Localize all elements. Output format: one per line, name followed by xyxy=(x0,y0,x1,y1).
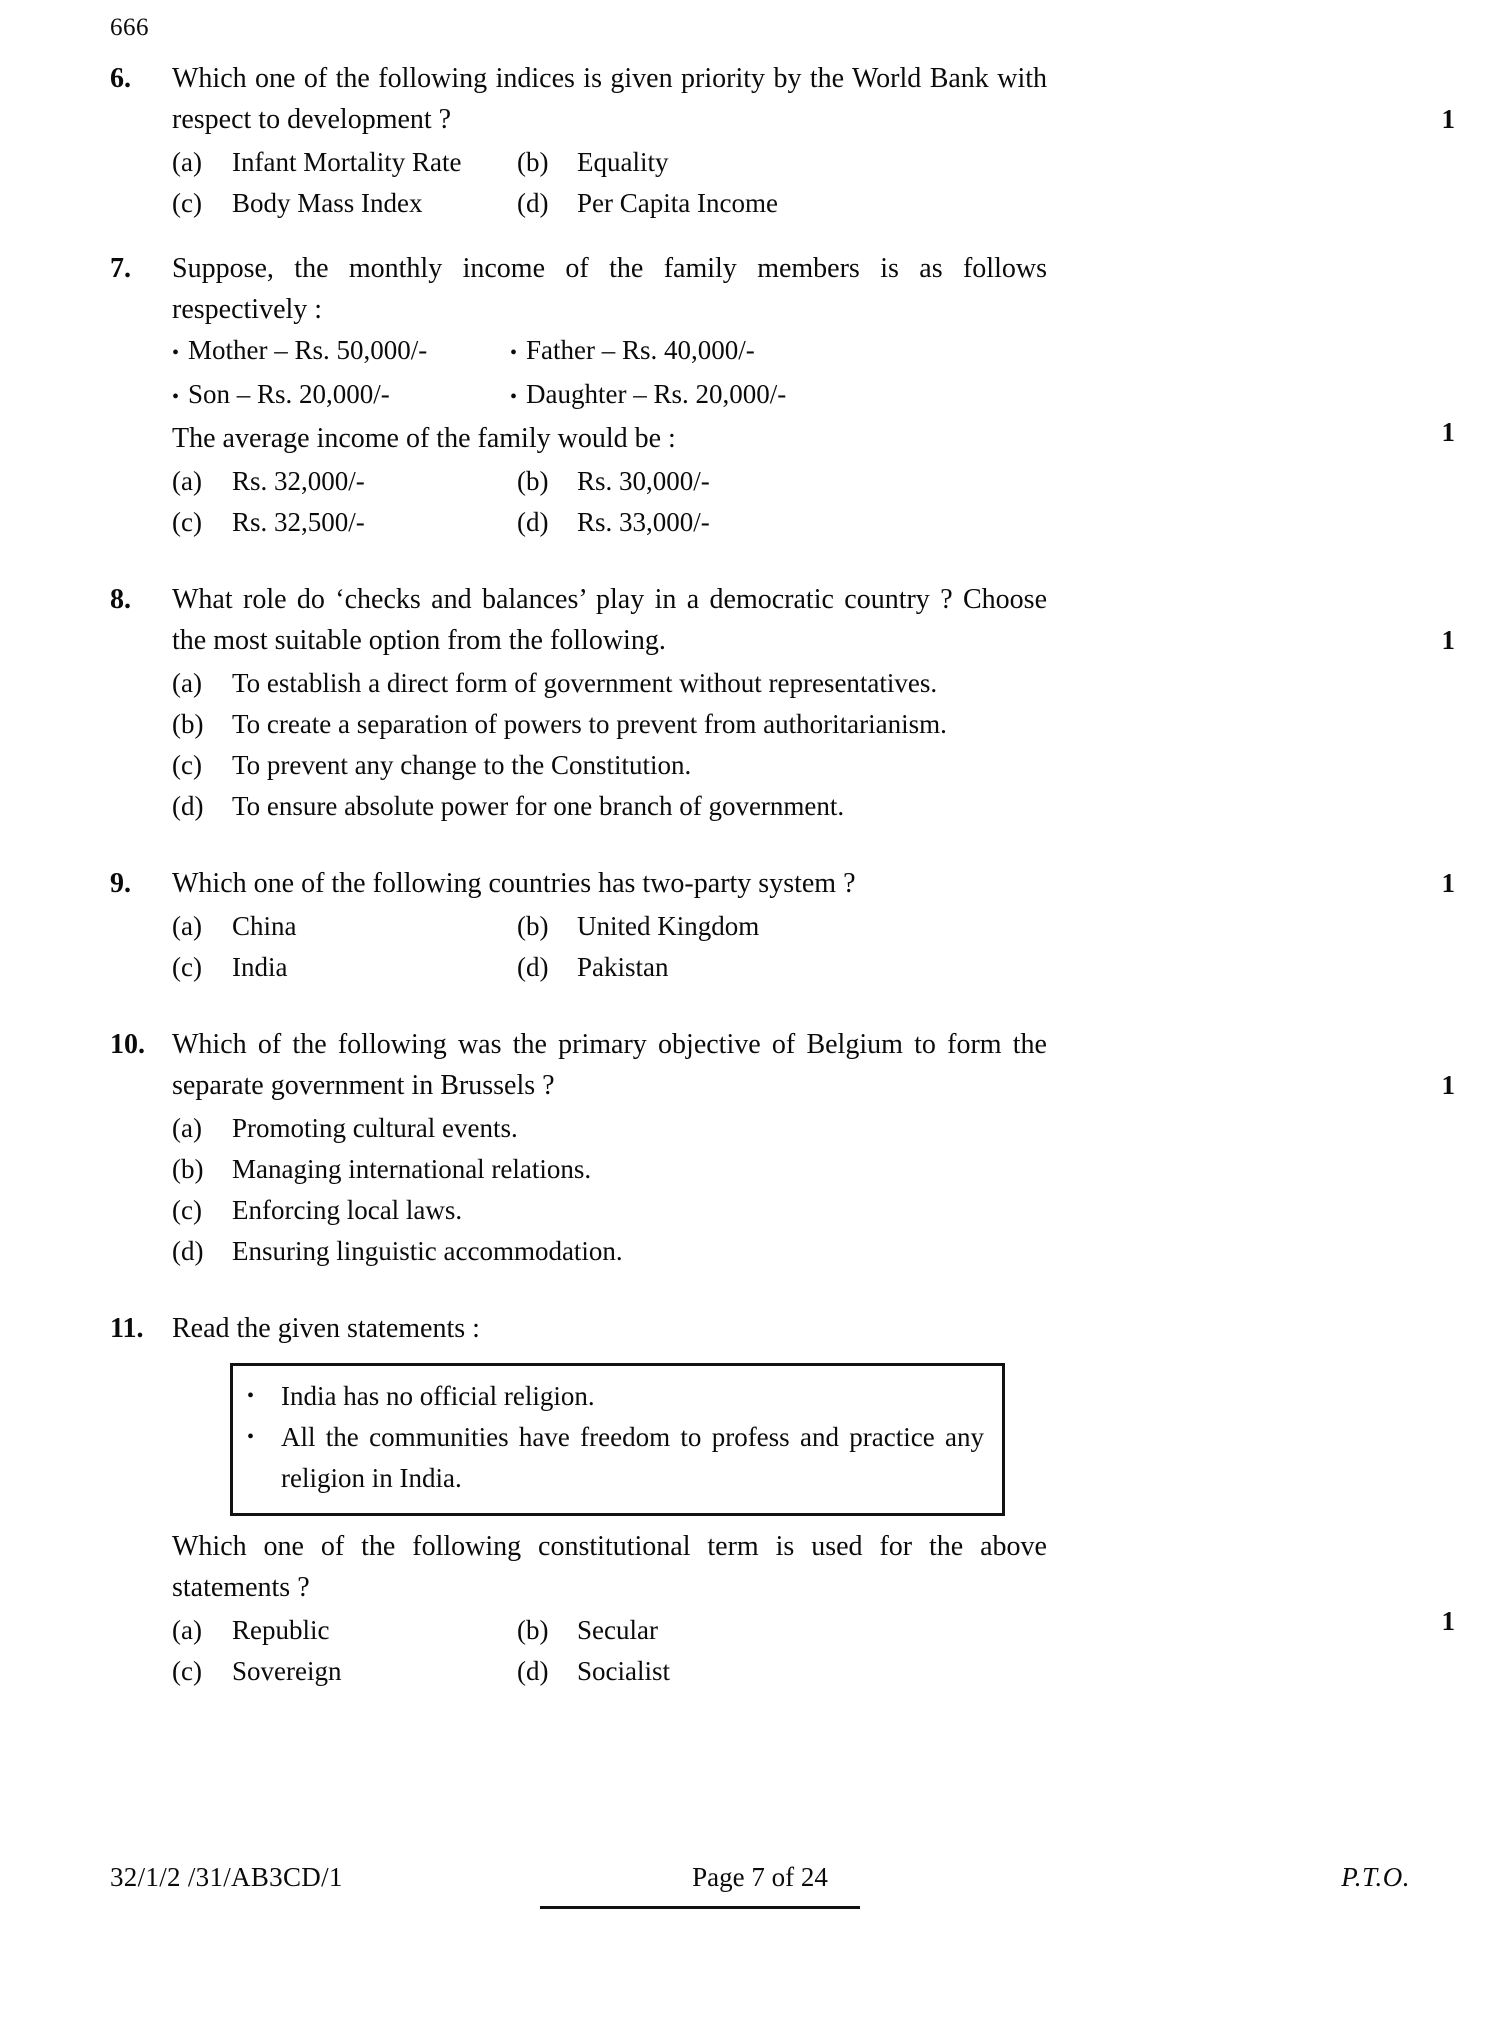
document-code: 666 xyxy=(110,14,149,41)
income-item-mother xyxy=(172,330,510,374)
question-stem: Read the given statements : xyxy=(172,1312,480,1344)
income-item-father xyxy=(510,330,755,374)
option-text: Republic xyxy=(232,1614,330,1645)
option-label: (d) xyxy=(517,1655,549,1686)
option-text: Equality xyxy=(577,146,669,177)
option-label: (c) xyxy=(172,1194,202,1225)
footer-divider xyxy=(540,1906,860,1909)
option-text: Socialist xyxy=(577,1655,670,1686)
option-text: Per Capita Income xyxy=(577,187,778,218)
spacer xyxy=(110,1278,1400,1308)
option-text: To establish a direct form of government without representatives. xyxy=(232,667,938,698)
question-stem: Which one of the following indices is given priority by the World Bank with respect to development ? xyxy=(172,62,1047,135)
spacer xyxy=(110,994,1400,1024)
option-d[interactable] xyxy=(517,947,669,988)
bullet-icon: • xyxy=(510,385,518,408)
option-b[interactable] xyxy=(172,1149,1400,1190)
option-label: (b) xyxy=(517,1614,549,1645)
question-stem: Which one of the following countries has two-party system ? xyxy=(172,867,856,899)
option-text: Managing international relations. xyxy=(232,1153,592,1184)
statements-box xyxy=(230,1363,1005,1516)
income-row xyxy=(172,330,1400,374)
option-text: Body Mass Index xyxy=(232,187,423,218)
option-label: (d) xyxy=(172,1235,204,1266)
question-stem: What role do ‘checks and balances’ play in a democratic country ? Choose the most suitable option from the following. xyxy=(172,583,1047,656)
option-label: (d) xyxy=(172,790,204,821)
option-d[interactable] xyxy=(517,183,778,224)
option-row xyxy=(172,906,1400,947)
footer-page-number: Page 7 of 24 xyxy=(692,1862,828,1892)
option-c[interactable] xyxy=(172,502,517,543)
option-label: (a) xyxy=(172,465,202,496)
bullet-icon: • xyxy=(172,385,180,408)
option-text: India xyxy=(232,951,288,982)
option-row xyxy=(172,461,1400,502)
option-label: (a) xyxy=(172,910,202,941)
option-d[interactable] xyxy=(172,1231,1400,1272)
option-text: Rs. 30,000/- xyxy=(577,465,710,496)
option-row xyxy=(172,142,1400,183)
options-list xyxy=(172,906,1400,988)
option-a[interactable] xyxy=(172,461,517,502)
question-6 xyxy=(110,58,1455,224)
marks-value: 1 xyxy=(1441,1605,1455,1636)
option-label: (b) xyxy=(172,708,204,739)
option-label: (b) xyxy=(517,910,549,941)
page-content xyxy=(110,14,1455,1698)
question-number: 8. xyxy=(110,583,131,615)
option-b[interactable] xyxy=(172,704,1400,745)
question-number: 11. xyxy=(110,1312,144,1344)
option-a[interactable] xyxy=(172,1610,517,1651)
question-11 xyxy=(110,1308,1455,1692)
option-text: Ensuring linguistic accommodation. xyxy=(232,1235,623,1266)
option-text: Promoting cultural events. xyxy=(232,1112,518,1143)
option-b[interactable] xyxy=(517,142,668,183)
option-label: (b) xyxy=(517,465,549,496)
option-a[interactable] xyxy=(172,906,517,947)
option-row xyxy=(172,1610,1400,1651)
option-label: (c) xyxy=(172,1655,202,1686)
option-b[interactable] xyxy=(517,1610,658,1651)
option-label: (c) xyxy=(172,951,202,982)
option-text: Rs. 32,000/- xyxy=(232,465,365,496)
question-number: 10. xyxy=(110,1028,145,1060)
option-c[interactable] xyxy=(172,947,517,988)
option-label: (c) xyxy=(172,506,202,537)
question-body xyxy=(172,1308,1455,1692)
question-7 xyxy=(110,248,1455,543)
option-label: (a) xyxy=(172,1112,202,1143)
marks-value: 1 xyxy=(1441,624,1455,655)
statement-text: All the communities have freedom to profess and practice any religion in India. xyxy=(281,1421,984,1493)
bullet-icon: • xyxy=(247,1384,255,1407)
question-9 xyxy=(110,863,1455,988)
statement-item xyxy=(247,1376,984,1417)
option-label: (d) xyxy=(517,951,549,982)
options-list xyxy=(172,1610,1400,1692)
option-label: (d) xyxy=(517,187,549,218)
income-item-daughter xyxy=(510,374,786,418)
question-8 xyxy=(110,579,1455,827)
income-text: Daughter – Rs. 20,000/- xyxy=(526,378,787,409)
question-body xyxy=(172,1024,1455,1272)
option-label: (a) xyxy=(172,1614,202,1645)
options-list xyxy=(172,142,1400,224)
option-a[interactable] xyxy=(172,663,1400,704)
option-c[interactable] xyxy=(172,183,517,224)
question-number: 6. xyxy=(110,62,131,94)
page-footer xyxy=(110,1862,1410,1922)
question-number: 9. xyxy=(110,867,131,899)
question-10 xyxy=(110,1024,1455,1272)
income-item-son xyxy=(172,374,510,418)
option-text: Secular xyxy=(577,1614,658,1645)
option-d[interactable] xyxy=(517,502,710,543)
spacer xyxy=(110,833,1400,863)
option-row xyxy=(172,183,1400,224)
question-body xyxy=(172,579,1455,827)
option-text: To prevent any change to the Constitution. xyxy=(232,749,692,780)
option-d[interactable] xyxy=(172,786,1400,827)
option-c[interactable] xyxy=(172,745,1400,786)
question-number: 7. xyxy=(110,252,131,284)
bullet-icon: • xyxy=(247,1425,255,1448)
option-label: (b) xyxy=(517,146,549,177)
income-text: Mother – Rs. 50,000/- xyxy=(188,334,428,365)
question-sub-stem: The average income of the family would be : xyxy=(172,422,676,454)
option-text: Rs. 33,000/- xyxy=(577,506,710,537)
option-text: United Kingdom xyxy=(577,910,760,941)
question-sub-stem: Which one of the following constitutional term is used for the above statements ? xyxy=(172,1530,1047,1603)
option-c[interactable] xyxy=(172,1190,1400,1231)
options-list xyxy=(172,461,1400,543)
option-label: (c) xyxy=(172,187,202,218)
statement-text: India has no official religion. xyxy=(281,1380,595,1411)
options-list xyxy=(172,1108,1400,1272)
question-body xyxy=(172,248,1455,543)
options-list xyxy=(172,663,1400,827)
option-label: (d) xyxy=(517,506,549,537)
option-d[interactable] xyxy=(517,1651,670,1692)
option-text: Enforcing local laws. xyxy=(232,1194,463,1225)
bullet-icon: • xyxy=(510,341,518,364)
option-text: Sovereign xyxy=(232,1655,342,1686)
option-a[interactable] xyxy=(172,142,517,183)
option-c[interactable] xyxy=(172,1651,517,1692)
option-label: (c) xyxy=(172,749,202,780)
option-row xyxy=(172,1651,1400,1692)
option-label: (a) xyxy=(172,146,202,177)
bullet-icon: • xyxy=(172,341,180,364)
question-body xyxy=(172,58,1455,224)
statement-item xyxy=(247,1417,984,1499)
option-text: Infant Mortality Rate xyxy=(232,146,462,177)
spacer xyxy=(110,549,1400,579)
option-label: (b) xyxy=(172,1153,204,1184)
option-row xyxy=(172,502,1400,543)
footer-paper-code: 32/1/2 /31/AB3CD/1 xyxy=(110,1862,343,1892)
marks-value: 1 xyxy=(1441,1069,1455,1100)
option-text: To ensure absolute power for one branch of government. xyxy=(232,790,845,821)
option-text: Pakistan xyxy=(577,951,669,982)
question-body xyxy=(172,863,1455,988)
spacer xyxy=(110,230,1400,248)
marks-value: 1 xyxy=(1441,416,1455,447)
option-b[interactable] xyxy=(517,906,759,947)
marks-value: 1 xyxy=(1441,867,1455,898)
option-row xyxy=(172,947,1400,988)
option-text: China xyxy=(232,910,297,941)
income-text: Son – Rs. 20,000/- xyxy=(188,378,390,409)
marks-value: 1 xyxy=(1441,103,1455,134)
question-stem: Suppose, the monthly income of the family members is as follows respectively : xyxy=(172,252,1047,325)
option-b[interactable] xyxy=(517,461,710,502)
question-stem: Which of the following was the primary objective of Belgium to form the separate government in Brussels ? xyxy=(172,1028,1047,1101)
option-text: To create a separation of powers to prevent from authoritarianism. xyxy=(232,708,947,739)
footer-pto-note: P.T.O. xyxy=(1341,1862,1410,1892)
option-a[interactable] xyxy=(172,1108,1400,1149)
option-label: (a) xyxy=(172,667,202,698)
income-row xyxy=(172,374,1400,418)
income-text: Father – Rs. 40,000/- xyxy=(526,334,755,365)
option-text: Rs. 32,500/- xyxy=(232,506,365,537)
